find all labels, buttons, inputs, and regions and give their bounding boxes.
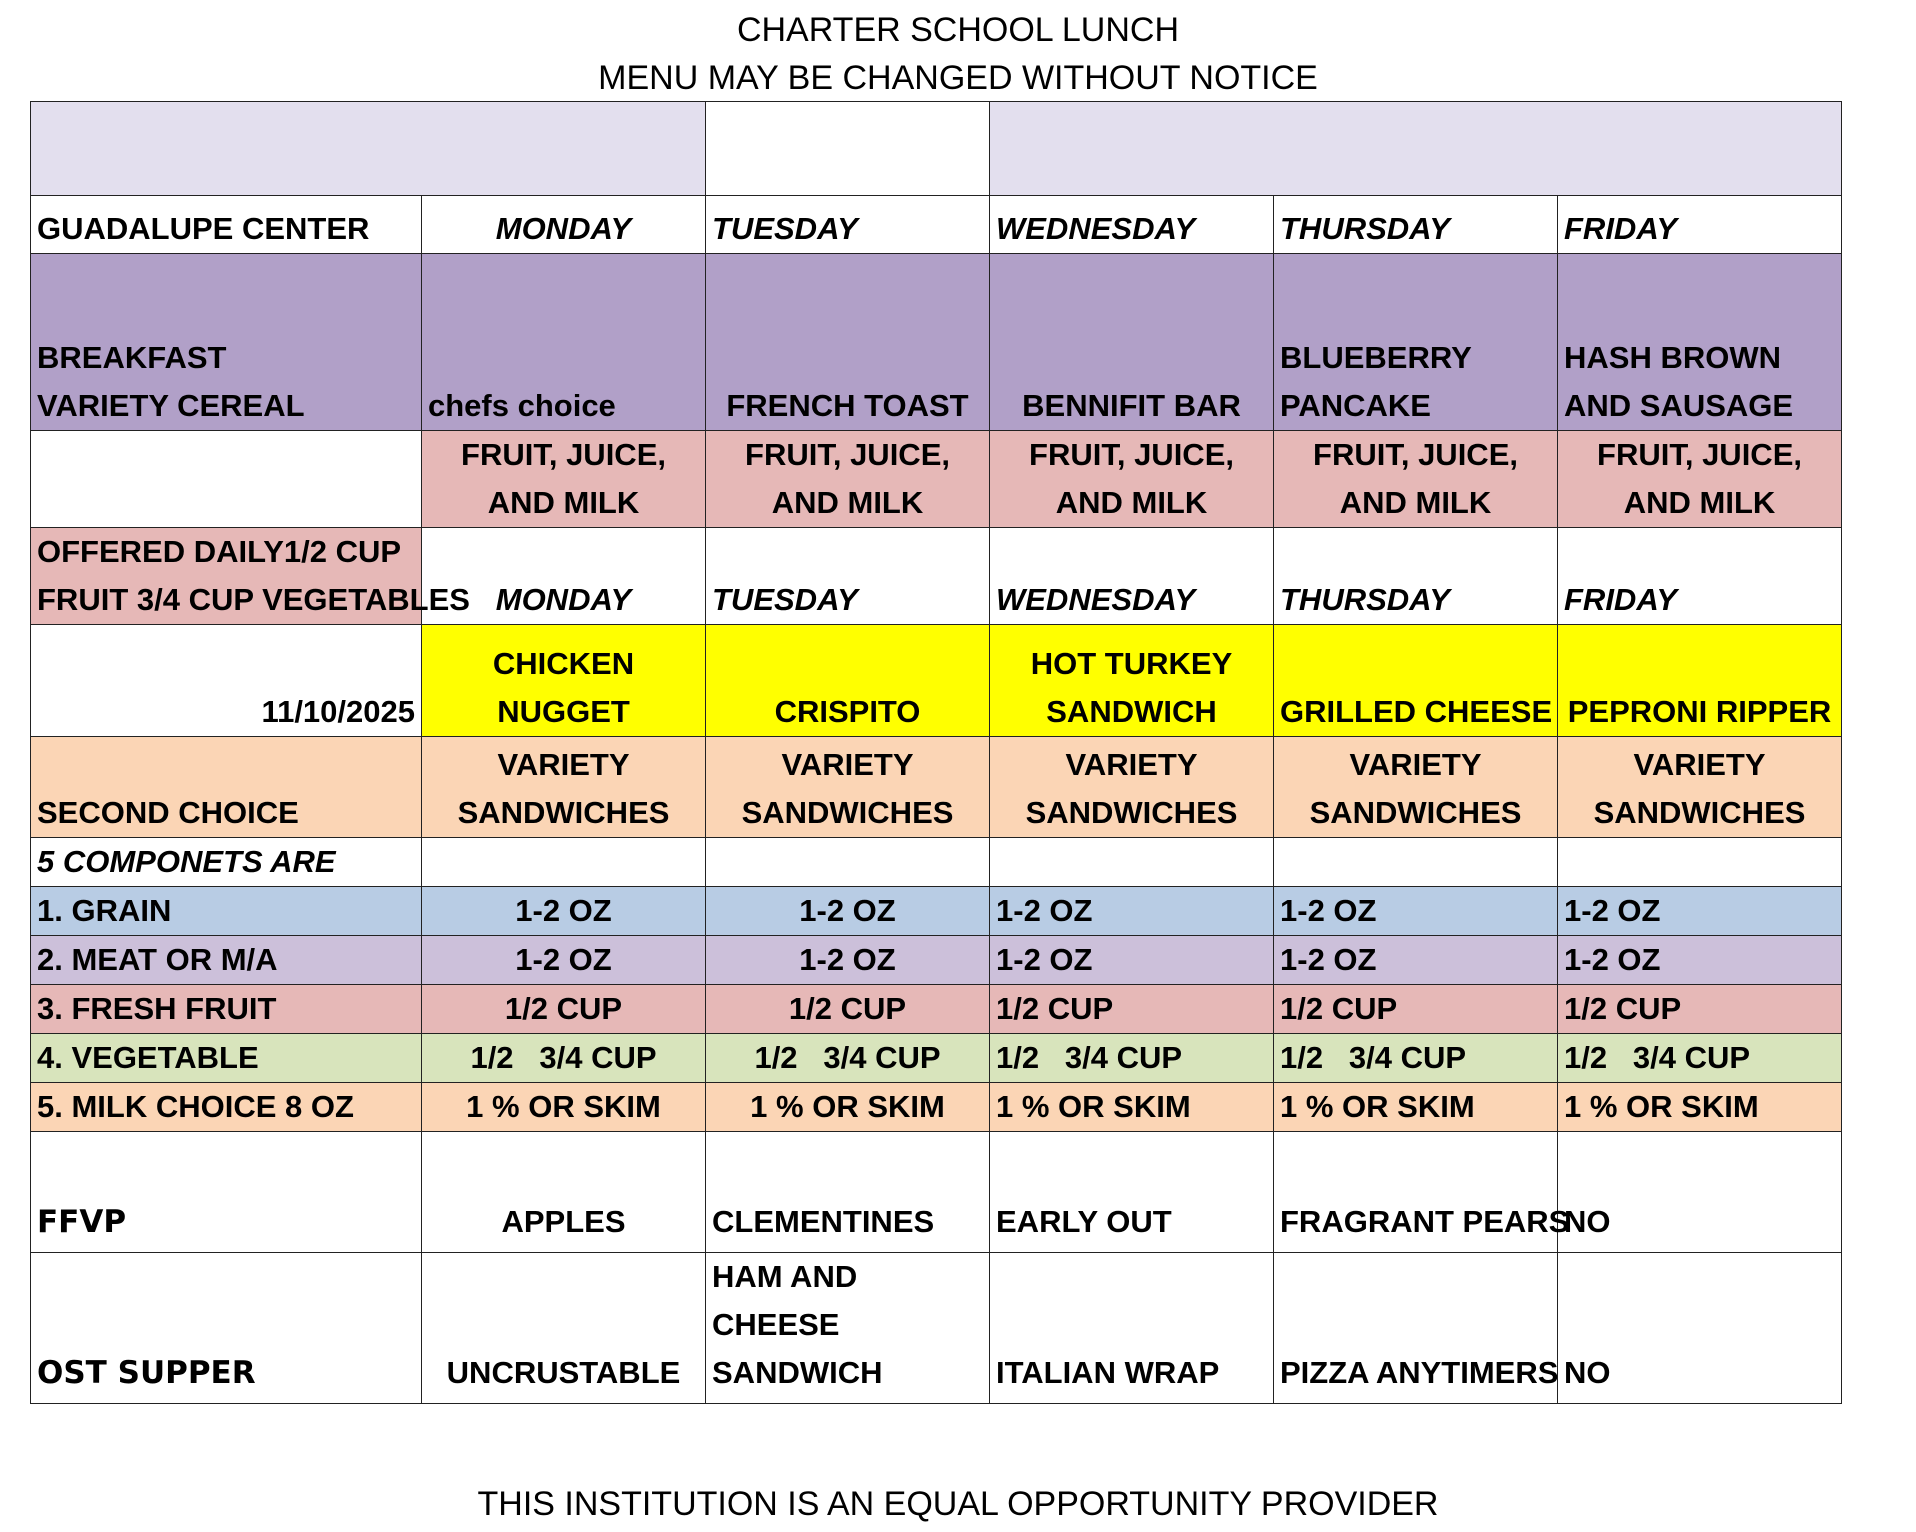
ost-supper-item <box>1558 1253 1842 1404</box>
breakfast-item-line2: chefs choice <box>428 388 616 423</box>
ost-supper-line2: CHEESE <box>712 1307 840 1342</box>
breakfast-side <box>990 431 1274 528</box>
second-choice-line2: SANDWICHES <box>1309 795 1522 830</box>
lunch-day-monday: MONDAY <box>422 528 706 625</box>
blank-cell <box>990 838 1274 887</box>
breakfast-side <box>422 431 706 528</box>
ffvp-label: FFVP <box>31 1132 422 1253</box>
menu-title: CHARTER SCHOOL LUNCH <box>736 11 1180 49</box>
component-row-milk <box>31 1083 1842 1132</box>
lunch-entree-row <box>31 625 1842 737</box>
component-value: 1/2 3/4 CUP <box>706 1034 990 1083</box>
day-header-thursday: THURSDAY <box>1274 196 1558 254</box>
component-value: 1/2 3/4 CUP <box>1558 1034 1842 1083</box>
ffvp-item: CLEMENTINES <box>706 1132 990 1253</box>
component-label: 1. GRAIN <box>31 887 422 936</box>
component-value: 1-2 OZ <box>1558 936 1842 985</box>
component-value: 1/2 3/4 CUP <box>990 1034 1274 1083</box>
breakfast-item <box>422 254 706 431</box>
ost-supper-item <box>1274 1253 1558 1404</box>
component-value: 1/2 CUP <box>1558 985 1842 1034</box>
lunch-entree <box>422 625 706 737</box>
day-header-row <box>31 196 1842 254</box>
ost-supper-line3: UNCRUSTABLE <box>446 1355 681 1390</box>
component-value: 1/2 CUP <box>706 985 990 1034</box>
component-value: 1/2 CUP <box>1274 985 1558 1034</box>
component-value: 1 % OR SKIM <box>1558 1083 1842 1132</box>
location-label: GUADALUPE CENTER <box>31 196 422 254</box>
breakfast-item <box>1558 254 1842 431</box>
breakfast-label-line1: BREAKFAST <box>37 340 227 375</box>
component-value: 1 % OR SKIM <box>1274 1083 1558 1132</box>
breakfast-item-line1: HASH BROWN <box>1564 340 1781 375</box>
second-choice-line1: VARIETY <box>1349 747 1482 782</box>
breakfast-side-line1: FRUIT, JUICE, <box>745 437 950 472</box>
breakfast-side <box>706 431 990 528</box>
component-value: 1-2 OZ <box>990 887 1274 936</box>
blank-cell <box>706 838 990 887</box>
ost-supper-item <box>706 1253 990 1404</box>
ost-supper-line3: ITALIAN WRAP <box>996 1355 1220 1390</box>
lunch-entree-line2: NUGGET <box>497 694 630 729</box>
header-band-row <box>31 102 1842 196</box>
breakfast-row <box>31 254 1842 431</box>
component-value: 1/2 3/4 CUP <box>1274 1034 1558 1083</box>
lunch-entree <box>706 625 990 737</box>
blank-cell <box>1274 838 1558 887</box>
component-label: 4. VEGETABLE <box>31 1034 422 1083</box>
breakfast-side <box>1274 431 1558 528</box>
component-label: 2. MEAT OR M/A <box>31 936 422 985</box>
breakfast-item-line2: BENNIFIT BAR <box>1022 388 1241 423</box>
second-choice-line2: SANDWICHES <box>741 795 954 830</box>
menu-table <box>30 101 1842 1404</box>
ffvp-item: NO <box>1558 1132 1842 1253</box>
header-band-right <box>990 102 1842 196</box>
breakfast-item-line2: AND SAUSAGE <box>1564 388 1794 423</box>
breakfast-item <box>990 254 1274 431</box>
lunch-entree-line1: HOT TURKEY <box>1030 646 1233 681</box>
menu-date: 11/10/2025 <box>31 625 422 737</box>
ffvp-item: FRAGRANT PEARS <box>1274 1132 1558 1253</box>
breakfast-side <box>1558 431 1842 528</box>
component-value: 1 % OR SKIM <box>990 1083 1274 1132</box>
second-choice-item <box>1558 737 1842 838</box>
day-header-monday: MONDAY <box>422 196 706 254</box>
ost-supper-item <box>990 1253 1274 1404</box>
components-heading-row <box>31 838 1842 887</box>
breakfast-item-line1: BLUEBERRY <box>1280 340 1472 375</box>
lunch-entree <box>990 625 1274 737</box>
component-value: 1 % OR SKIM <box>706 1083 990 1132</box>
component-label: 3. FRESH FRUIT <box>31 985 422 1034</box>
breakfast-item <box>1274 254 1558 431</box>
component-value: 1-2 OZ <box>706 887 990 936</box>
component-value: 1-2 OZ <box>1558 887 1842 936</box>
lunch-day-header-row <box>31 528 1842 625</box>
lunch-day-friday: FRIDAY <box>1558 528 1842 625</box>
breakfast-side-line2: AND MILK <box>487 485 640 520</box>
second-choice-item <box>990 737 1274 838</box>
lunch-entree-line2: GRILLED CHEESE <box>1280 694 1553 729</box>
day-header-wednesday: WEDNESDAY <box>990 196 1274 254</box>
breakfast-item <box>706 254 990 431</box>
ost-supper-line3: PIZZA ANYTIMERS <box>1280 1355 1559 1390</box>
offered-daily-line2: FRUIT 3/4 CUP VEGETABLES <box>37 582 470 617</box>
blank-cell <box>1558 838 1842 887</box>
lunch-entree-line2: SANDWICH <box>1046 694 1217 729</box>
breakfast-side-line1: FRUIT, JUICE, <box>461 437 666 472</box>
component-value: 1-2 OZ <box>706 936 990 985</box>
breakfast-item-line2: FRENCH TOAST <box>726 388 969 423</box>
lunch-day-wednesday: WEDNESDAY <box>990 528 1274 625</box>
lunch-entree <box>1558 625 1842 737</box>
day-header-tuesday: TUESDAY <box>706 196 990 254</box>
menu-subtitle: MENU MAY BE CHANGED WITHOUT NOTICE <box>598 59 1318 97</box>
ffvp-item: APPLES <box>422 1132 706 1253</box>
lunch-entree <box>1274 625 1558 737</box>
ost-supper-label: OST SUPPER <box>31 1253 422 1404</box>
breakfast-side-line2: AND MILK <box>771 485 924 520</box>
second-choice-line1: VARIETY <box>781 747 914 782</box>
second-choice-label: SECOND CHOICE <box>31 737 422 838</box>
second-choice-line1: VARIETY <box>497 747 630 782</box>
header-band-gap <box>706 102 990 196</box>
blank-cell <box>422 838 706 887</box>
ffvp-row <box>31 1132 1842 1253</box>
component-value: 1 % OR SKIM <box>422 1083 706 1132</box>
header-band-left <box>31 102 706 196</box>
ffvp-item: EARLY OUT <box>990 1132 1274 1253</box>
lunch-day-tuesday: TUESDAY <box>706 528 990 625</box>
second-choice-line2: SANDWICHES <box>1593 795 1806 830</box>
second-choice-line1: VARIETY <box>1065 747 1198 782</box>
breakfast-side-line1: FRUIT, JUICE, <box>1029 437 1234 472</box>
ost-supper-item <box>422 1253 706 1404</box>
breakfast-item-line2: PANCAKE <box>1280 388 1431 423</box>
breakfast-side-line2: AND MILK <box>1623 485 1776 520</box>
component-row-fruit <box>31 985 1842 1034</box>
component-label: 5. MILK CHOICE 8 OZ <box>31 1083 422 1132</box>
component-value: 1/2 CUP <box>990 985 1274 1034</box>
component-value: 1-2 OZ <box>1274 936 1558 985</box>
breakfast-side-line2: AND MILK <box>1055 485 1208 520</box>
lunch-entree-line2: PEPRONI RIPPER <box>1567 694 1832 729</box>
component-value: 1-2 OZ <box>1274 887 1558 936</box>
components-heading: 5 COMPONETS ARE <box>31 838 422 887</box>
lunch-entree-line2: CRISPITO <box>774 694 921 729</box>
ost-supper-row <box>31 1253 1842 1404</box>
component-row-grain <box>31 887 1842 936</box>
component-row-meat <box>31 936 1842 985</box>
second-choice-line1: VARIETY <box>1633 747 1766 782</box>
ost-supper-line3: NO <box>1564 1355 1611 1390</box>
equal-opportunity-footer: THIS INSTITUTION IS AN EQUAL OPPORTUNITY PROVIDER <box>477 1485 1439 1523</box>
lunch-entree-line1: CHICKEN <box>492 646 635 681</box>
second-choice-line2: SANDWICHES <box>1025 795 1238 830</box>
component-value: 1/2 CUP <box>422 985 706 1034</box>
breakfast-sides-row <box>31 431 1842 528</box>
component-row-vegetable <box>31 1034 1842 1083</box>
component-value: 1-2 OZ <box>990 936 1274 985</box>
ost-supper-line1: HAM AND <box>712 1259 858 1294</box>
ost-supper-line3: SANDWICH <box>712 1355 883 1390</box>
blank-cell <box>31 431 422 528</box>
lunch-day-thursday: THURSDAY <box>1274 528 1558 625</box>
second-choice-line2: SANDWICHES <box>457 795 670 830</box>
breakfast-side-line2: AND MILK <box>1339 485 1492 520</box>
component-value: 1-2 OZ <box>422 936 706 985</box>
component-value: 1/2 3/4 CUP <box>422 1034 706 1083</box>
breakfast-side-line1: FRUIT, JUICE, <box>1597 437 1802 472</box>
component-value: 1-2 OZ <box>422 887 706 936</box>
second-choice-item <box>706 737 990 838</box>
breakfast-side-line1: FRUIT, JUICE, <box>1313 437 1518 472</box>
second-choice-row <box>31 737 1842 838</box>
second-choice-item <box>422 737 706 838</box>
breakfast-label <box>31 254 422 431</box>
breakfast-label-line2: VARIETY CEREAL <box>37 388 305 423</box>
offered-daily-line1: OFFERED DAILY1/2 CUP <box>37 534 402 569</box>
second-choice-item <box>1274 737 1558 838</box>
offered-daily-note <box>31 528 470 625</box>
day-header-friday: FRIDAY <box>1558 196 1842 254</box>
